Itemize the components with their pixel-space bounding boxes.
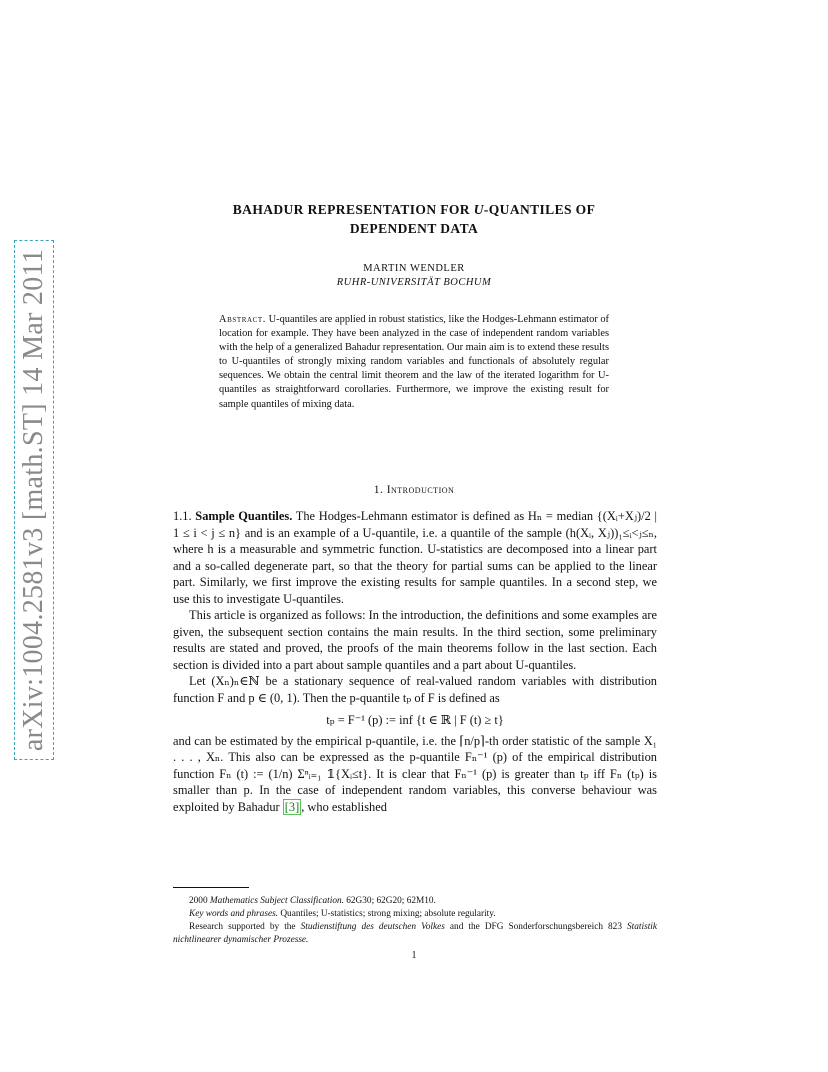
arxiv-stamp bbox=[14, 240, 58, 760]
footnote-support bbox=[173, 921, 657, 946]
paragraph-3: Let (Xₙ)ₙ∈ℕ be a stationary sequence of real-valued random variables with distribution function F and p ∈ (0, 1). Then the p-quantile tₚ of F is defined as bbox=[173, 674, 657, 705]
citation-link[interactable]: [3] bbox=[284, 799, 300, 814]
author-affiliation: RUHR-UNIVERSITÄT BOCHUM bbox=[336, 277, 492, 288]
msc-codes: 62G30; 62G20; 62M10. bbox=[343, 896, 436, 906]
paragraph-text: and can be estimated by the empirical p-quantile, i.e. the ⌈n/p⌉-th order statistic of the sample X₁ . . . , Xₙ. This also can be expressed as the p-quantile Fₙ⁻¹ (p) of the empirical distribution function Fₙ (t) := (1/n) Σⁿᵢ₌₁ 𝟙{Xᵢ≤t}. It is clear that Fₙ⁻¹ (p) is greater than tₚ iff Fₙ (tₚ) is smaller than p. In the case of independent random variables, this converse behaviour was exploited by Bahadur bbox=[173, 733, 657, 814]
support-text: Research supported by the bbox=[189, 922, 301, 932]
subsection-number: 1.1. bbox=[173, 509, 196, 523]
body-text bbox=[173, 508, 657, 815]
page-number: 1 bbox=[411, 950, 417, 961]
abstract bbox=[219, 313, 609, 412]
title-line-2: DEPENDENT DATA bbox=[349, 221, 479, 236]
paragraph-2: This article is organized as follows: In the introduction, the definitions and some examples are given, the subsequent section contains the main results. In the third section, some preliminary results are stated and proved, the proofs of the main theorems follow in the last section. Each section is divided into a part about sample quantiles and a part about U-quantiles. bbox=[173, 608, 657, 672]
section-number: 1. bbox=[373, 484, 387, 496]
footnote-msc bbox=[173, 895, 657, 908]
section-title: Introduction bbox=[386, 484, 455, 496]
title-part: BAHADUR REPRESENTATION FOR bbox=[232, 202, 474, 217]
title-part: -QUANTILES OF bbox=[483, 202, 596, 217]
support-text: and the DFG Sonderforschungsbereich 823 bbox=[444, 922, 628, 932]
msc-label: Mathematics Subject Classification. bbox=[209, 896, 344, 906]
keywords-text: Quantiles; U-statistics; strong mixing; absolute regularity. bbox=[278, 909, 496, 919]
abstract-label: Abstract. bbox=[219, 314, 267, 325]
paragraph-4 bbox=[173, 733, 657, 816]
abstract-text: U-quantiles are applied in robust statistics, like the Hodges-Lehmann estimator of location for example. They have been analyzed in the case of independent random variables with the help of a generalized Bahadur representation. Our main aim is to extend these results to U-quantiles of strongly mixing random variables and functionals of absolutely regular sequences. We obtain the central limit theorem and the law of the iterated logarithm for U-quantiles as straightforward corollaries. Furthermore, we improve the existing result for sample quantiles of mixing data. bbox=[219, 314, 609, 410]
paragraph-text: , who established bbox=[301, 799, 387, 814]
paper-title bbox=[150, 200, 678, 238]
msc-year: 2000 bbox=[189, 896, 210, 906]
paragraph-text: The Hodges-Lehmann estimator is defined as Hₙ = median {(Xᵢ+Xⱼ)/2 | 1 ≤ i < j ≤ n} and is an example of a U-quantile, i.e. a quantile of the sample (h(Xᵢ, Xⱼ))₁≤ᵢ<ⱼ≤ₙ, where h is a measurable and symmetric function. U-statistics are decomposed into a linear part and a so-called degenerate part, so that the theory for partial sums can be applied to the linear part. Similarly, we first improve the existing results for sample quantiles. In a second step, we use this to investigate U-quantiles. bbox=[173, 509, 657, 606]
support-funder: Studienstiftung des deutschen Volkes bbox=[300, 922, 445, 932]
subsection-title: Sample Quantiles. bbox=[195, 509, 293, 523]
author-name: MARTIN WENDLER bbox=[363, 263, 465, 274]
footnote-rule bbox=[173, 887, 249, 888]
paragraph-1 bbox=[173, 508, 657, 607]
section-heading bbox=[150, 484, 678, 496]
support-project: Statistik nichtlinearer dynamischer Prozesse. bbox=[173, 922, 657, 945]
arxiv-identifier: arXiv:1004.2581v3 [math.ST] 14 Mar 2011 bbox=[18, 248, 49, 752]
title-part: U bbox=[473, 202, 484, 217]
keywords-label: Key words and phrases. bbox=[189, 909, 279, 919]
footnote-keywords bbox=[173, 908, 657, 921]
display-equation: tₚ = F⁻¹ (p) := inf {t ∈ ℝ | F (t) ≥ t} bbox=[326, 713, 504, 727]
